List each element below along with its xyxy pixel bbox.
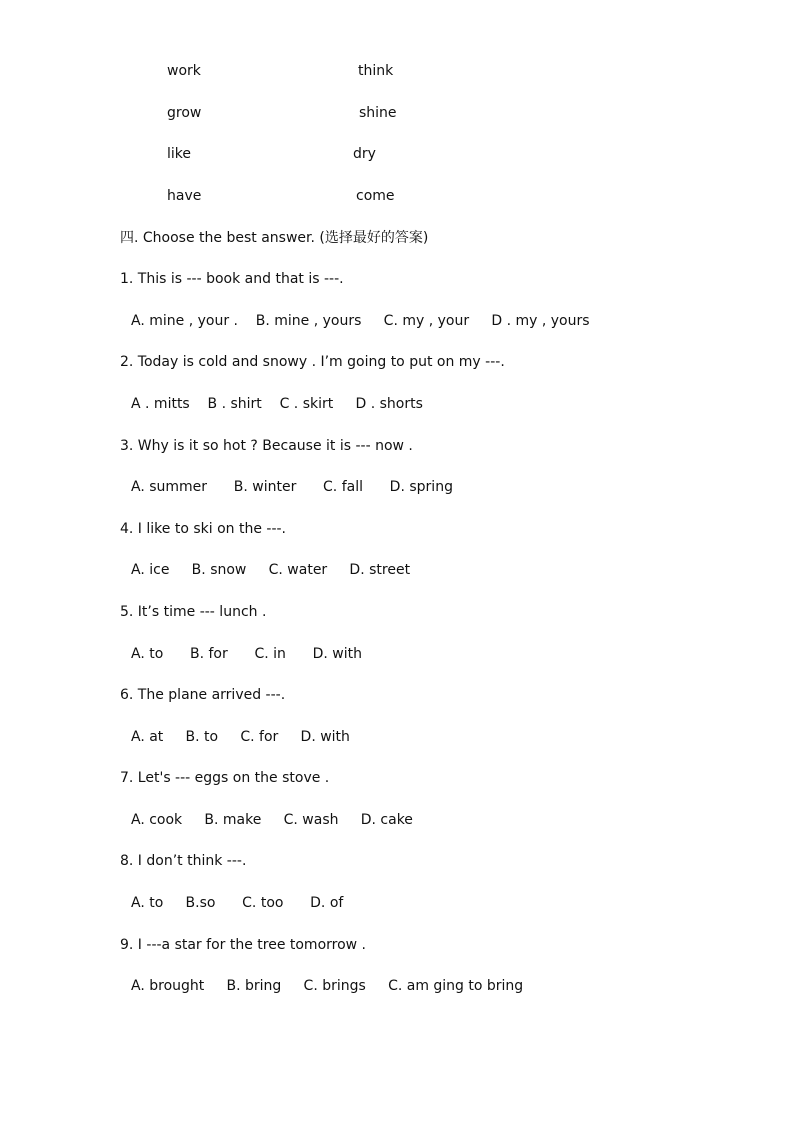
- word-right: come: [356, 188, 395, 204]
- question-options-9: A. brought B. bring C. brings C. am ging to bring: [131, 978, 524, 994]
- word-left: work: [167, 63, 201, 79]
- question-options-4: A. ice B. snow C. water D. street: [131, 562, 411, 578]
- question-options-8: A. to B.so C. too D. of: [131, 895, 344, 911]
- question-options-5: A. to B. for C. in D. with: [131, 646, 362, 662]
- word-right: think: [358, 63, 394, 79]
- question-options-3: A. summer B. winter C. fall D. spring: [131, 479, 453, 495]
- question-stem-5: 5. It’s time --- lunch .: [120, 604, 267, 620]
- question-stem-6: 6. The plane arrived ---.: [120, 687, 286, 703]
- word-left: grow: [167, 105, 202, 121]
- question-stem-3: 3. Why is it so hot ? Because it is --- now .: [120, 438, 413, 454]
- word-left: have: [167, 188, 202, 204]
- question-stem-8: 8. I don’t think ---.: [120, 853, 247, 869]
- word-left: like: [167, 146, 192, 162]
- question-options-7: A. cook B. make C. wash D. cake: [131, 812, 413, 828]
- question-stem-7: 7. Let's --- eggs on the stove .: [120, 770, 330, 786]
- question-options-6: A. at B. to C. for D. with: [131, 729, 350, 745]
- question-stem-1: 1. This is --- book and that is ---.: [120, 271, 344, 287]
- question-stem-9: 9. I ---a star for the tree tomorrow .: [120, 937, 367, 953]
- question-options-1: A. mine , your . B. mine , yours C. my , your D . my , yours: [131, 313, 590, 329]
- question-options-2: A . mitts B . shirt C . skirt D . shorts: [131, 396, 423, 412]
- word-right: dry: [353, 146, 376, 162]
- section-heading: 四. Choose the best answer. (选择最好的答案): [120, 230, 429, 246]
- question-stem-4: 4. I like to ski on the ---.: [120, 521, 287, 537]
- question-stem-2: 2. Today is cold and snowy . I’m going to put on my ---.: [120, 354, 505, 370]
- word-right: shine: [359, 105, 397, 121]
